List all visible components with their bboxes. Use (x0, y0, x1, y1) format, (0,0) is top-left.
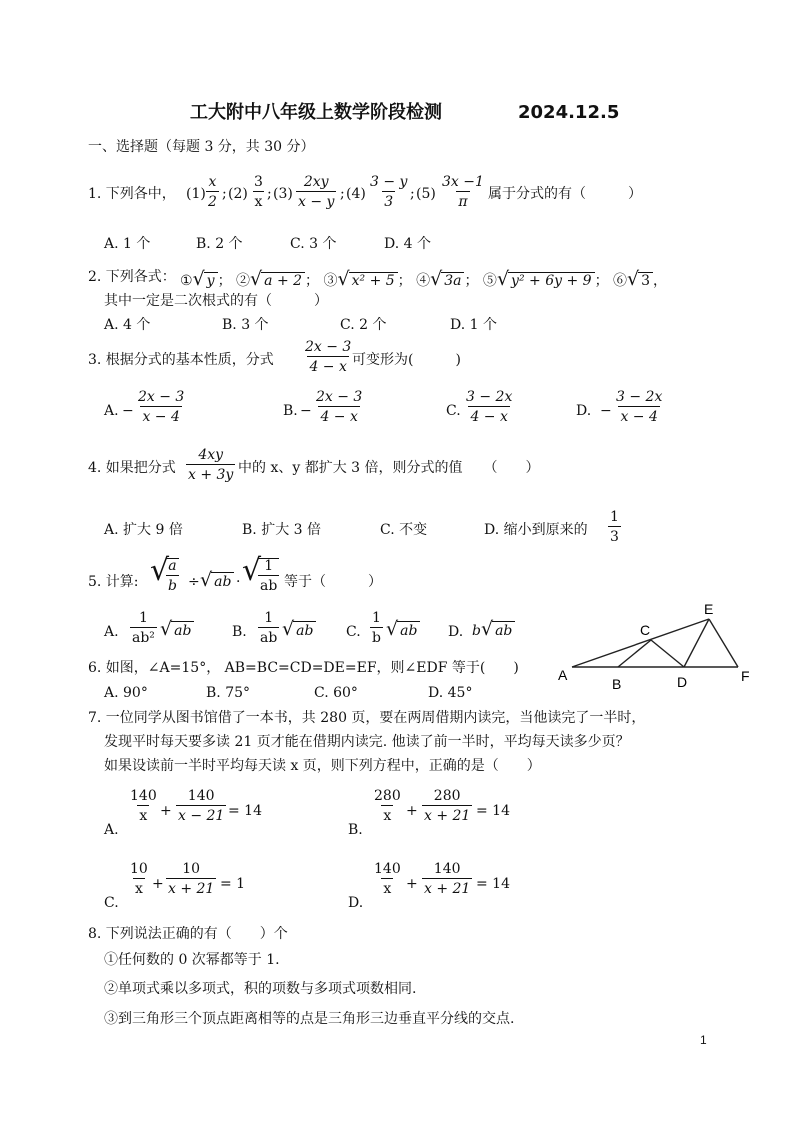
point-f-label: F (741, 668, 750, 684)
q1-fraction-1: $\frac{x}{2}$ (208, 174, 217, 210)
q4-option-d-fraction: $\frac{1}{3}$ (610, 509, 619, 545)
q7-option-d-plus: + (406, 876, 418, 892)
question-8-text: 8. 下列说法正确的有（ ）个 (88, 926, 288, 942)
q7-option-c-rhs: = 1 (220, 876, 246, 892)
geometry-figure (552, 598, 762, 690)
q7-option-b-frac1: $\frac{280}{x}$ (374, 788, 401, 824)
q6-option-b[interactable]: B. 75° (206, 685, 251, 701)
q2-option-d[interactable]: D. 1 个 (450, 317, 497, 333)
q7-option-a-frac2: $\frac{140}{x - 21}$ (178, 788, 225, 824)
q2-option-a[interactable]: A. 4 个 (104, 317, 151, 333)
q1-item-1-label: (1) (186, 186, 206, 202)
q3-option-a-fraction: $\frac{2x - 3}{x - 4}$ (138, 389, 185, 425)
q4-option-d[interactable]: D. 缩小到原来的 (484, 522, 588, 538)
point-d-label: D (677, 674, 688, 690)
q4-fraction: $\frac{4xy}{x + 3y}$ (188, 447, 234, 483)
q7-option-b-rhs: = 14 (476, 803, 510, 819)
point-e-label: E (704, 601, 714, 617)
q1-option-c[interactable]: C. 3 个 (290, 236, 337, 252)
q8-statement-2: ②单项式乘以多项式，积的项数与多项式项数相同. (104, 981, 417, 997)
q8-statement-3: ③到三角形三个顶点距离相等的点是三角形三边垂直平分线的交点. (104, 1011, 515, 1027)
q7-option-c-plus: + (152, 876, 164, 892)
q7-option-d[interactable]: D. (348, 895, 364, 911)
q7-option-b[interactable]: B. (348, 822, 363, 838)
q5-option-c-sqrt: √ ab (386, 618, 420, 640)
q6-option-c[interactable]: C. 60° (314, 685, 358, 701)
q4-option-b[interactable]: B. 扩大 3 倍 (242, 522, 321, 538)
q1-option-b[interactable]: B. 2 个 (196, 236, 243, 252)
q3-option-b[interactable]: B. (283, 403, 298, 419)
segment-cd (651, 640, 684, 667)
q7-option-b-plus: + (406, 803, 418, 819)
point-b-label: B (612, 676, 622, 690)
question-1-prefix: 1. 下列各中， (88, 186, 176, 202)
question-5-suffix: 等于（ ） (284, 574, 382, 590)
q5-option-c-fraction: $\frac{1}{b}$ (372, 610, 381, 646)
q7-option-a-rhs: = 14 (228, 803, 262, 819)
q2-option-b[interactable]: B. 3 个 (222, 317, 269, 333)
q5-option-a[interactable]: A. (104, 624, 119, 640)
q5-option-d[interactable]: D. (448, 624, 464, 640)
q3-option-c-fraction: $\frac{3 - 2x}{4 - x}$ (466, 389, 513, 425)
question-1-suffix: 属于分式的有（ ） (488, 186, 642, 202)
q5-option-a-fraction: $\frac{1}{\text{ab²}}$ (132, 610, 155, 646)
q5-sqrt-sign-1: √ (150, 553, 170, 588)
q1-fraction-3: $\frac{2xy}{x - y}$ (298, 174, 335, 210)
q5-divide: ÷ (188, 574, 200, 590)
q6-option-d[interactable]: D. 45° (428, 685, 473, 701)
segment-ef (709, 619, 738, 667)
q7-option-b-frac2: $\frac{280}{x + 21}$ (424, 788, 471, 824)
q8-statement-1: ①任何数的 0 次幂都等于 1. (104, 952, 280, 968)
q2-option-c[interactable]: C. 2 个 (340, 317, 387, 333)
q5-option-c[interactable]: C. (346, 624, 361, 640)
q1-sep: ; (267, 186, 272, 202)
question-3-prefix: 3. 根据分式的基本性质，分式 (88, 352, 274, 368)
segment-bc (618, 640, 651, 667)
q1-fraction-2: $\frac{3}{x}$ (254, 174, 263, 210)
q1-item-3-label: (3) (273, 186, 293, 202)
q1-item-4-label: (4) (346, 186, 366, 202)
q7-option-c-frac2: $\frac{10}{x + 21}$ (168, 861, 215, 897)
q3-option-a-minus: − (122, 403, 134, 419)
q3-option-b-minus: − (300, 403, 312, 419)
page-title: 工大附中八年级上数学阶段检测 (190, 102, 442, 123)
question-6-text: 6. 如图，∠A=15°， AB=BC=CD=DE=EF，则∠EDF 等于( ) (88, 660, 519, 676)
question-2-prefix: 2. 下列各式： (88, 269, 176, 285)
q5-option-b-sqrt: √ ab (282, 618, 316, 640)
q7-option-a-plus: + (160, 803, 172, 819)
question-2-line2: 其中一定是二次根式的有（ ） (104, 293, 328, 309)
question-7-line2: 发现平时每天要多读 21 页才能在借期内读完. 他读了前一半时，平均每天读多少页？ (104, 734, 630, 750)
q7-option-d-rhs: = 14 (476, 876, 510, 892)
q7-option-a[interactable]: A. (104, 822, 119, 838)
q7-option-c[interactable]: C. (104, 895, 119, 911)
q1-fraction-4: $\frac{3 - y}{3}$ (370, 174, 408, 210)
question-4-suffix: 中的 x、y 都扩大 3 倍，则分式的值 （ ） (238, 460, 540, 476)
q3-option-c[interactable]: C. (446, 403, 461, 419)
q5-fraction-1: $\frac{a}{b}$ (168, 558, 177, 594)
q3-option-b-fraction: $\frac{2x - 3}{4 - x}$ (316, 389, 363, 425)
q1-sep: ; (410, 186, 415, 202)
q7-option-c-frac1: $\frac{10}{x}$ (130, 861, 148, 897)
q7-option-d-frac1: $\frac{140}{x}$ (374, 861, 401, 897)
q7-option-a-frac1: $\frac{140}{x}$ (130, 788, 157, 824)
q1-item-5-label: (5) (416, 186, 436, 202)
question-3-suffix: 可变形为( ) (352, 352, 461, 368)
question-7-line3: 如果设读前一半时平均每天读 x 页，则下列方程中，正确的是（ ） (104, 758, 541, 774)
q6-option-a[interactable]: A. 90° (104, 685, 148, 701)
q2-expression-list: ①√ y ； ②√ a + 2 ； ③√ x² + 5 ； ④√ 3a ； ⑤√ y² + 6y + 9 ； ⑥√ 3 ， (180, 268, 668, 290)
q5-option-d-expr: b√ ab (472, 618, 515, 640)
q5-option-a-sqrt: √ ab (160, 618, 194, 640)
q3-option-d[interactable]: D. (576, 403, 592, 419)
q3-fraction: $\frac{2x - 3}{4 - x}$ (305, 339, 352, 375)
q1-fraction-5: $\frac{3x -1}{\pi}$ (442, 174, 484, 210)
question-4-prefix: 4. 如果把分式 (88, 460, 176, 476)
q5-fraction-2: $\frac{1}{ab}$ (260, 558, 278, 594)
page-number: 1 (700, 1033, 707, 1047)
question-5-prefix: 5. 计算: (88, 574, 139, 590)
q1-sep: ; (340, 186, 345, 202)
q5-sqrt-sign-2: √ (242, 553, 262, 588)
exam-date: 2024.12.5 (518, 102, 620, 123)
q4-option-c[interactable]: C. 不变 (380, 522, 428, 538)
point-c-label: C (640, 622, 651, 638)
q1-option-a[interactable]: A. 1 个 (104, 236, 151, 252)
q3-option-a[interactable]: A. (104, 403, 119, 419)
section-heading: 一、选择题（每题 3 分，共 30 分） (88, 139, 315, 155)
q4-option-a[interactable]: A. 扩大 9 倍 (104, 522, 183, 538)
point-a-label: A (558, 667, 568, 683)
q5-option-b[interactable]: B. (232, 624, 247, 640)
q5-dot: · (236, 574, 241, 590)
q3-option-d-fraction: $\frac{3 - 2x}{x - 4}$ (616, 389, 663, 425)
question-7-line1: 7. 一位同学从图书馆借了一本书，共 280 页，要在两周借期内读完，当他读完了一半时， (88, 710, 646, 726)
q1-sep: ; (222, 186, 227, 202)
q5-sqrt-ab: √ ab (200, 569, 234, 591)
q7-option-d-frac2: $\frac{140}{x + 21}$ (424, 861, 471, 897)
q3-option-d-minus: − (600, 403, 612, 419)
q1-item-2-label: (2) (228, 186, 248, 202)
q1-option-d[interactable]: D. 4 个 (384, 236, 431, 252)
q5-option-b-fraction: $\frac{1}{ab}$ (260, 610, 278, 646)
